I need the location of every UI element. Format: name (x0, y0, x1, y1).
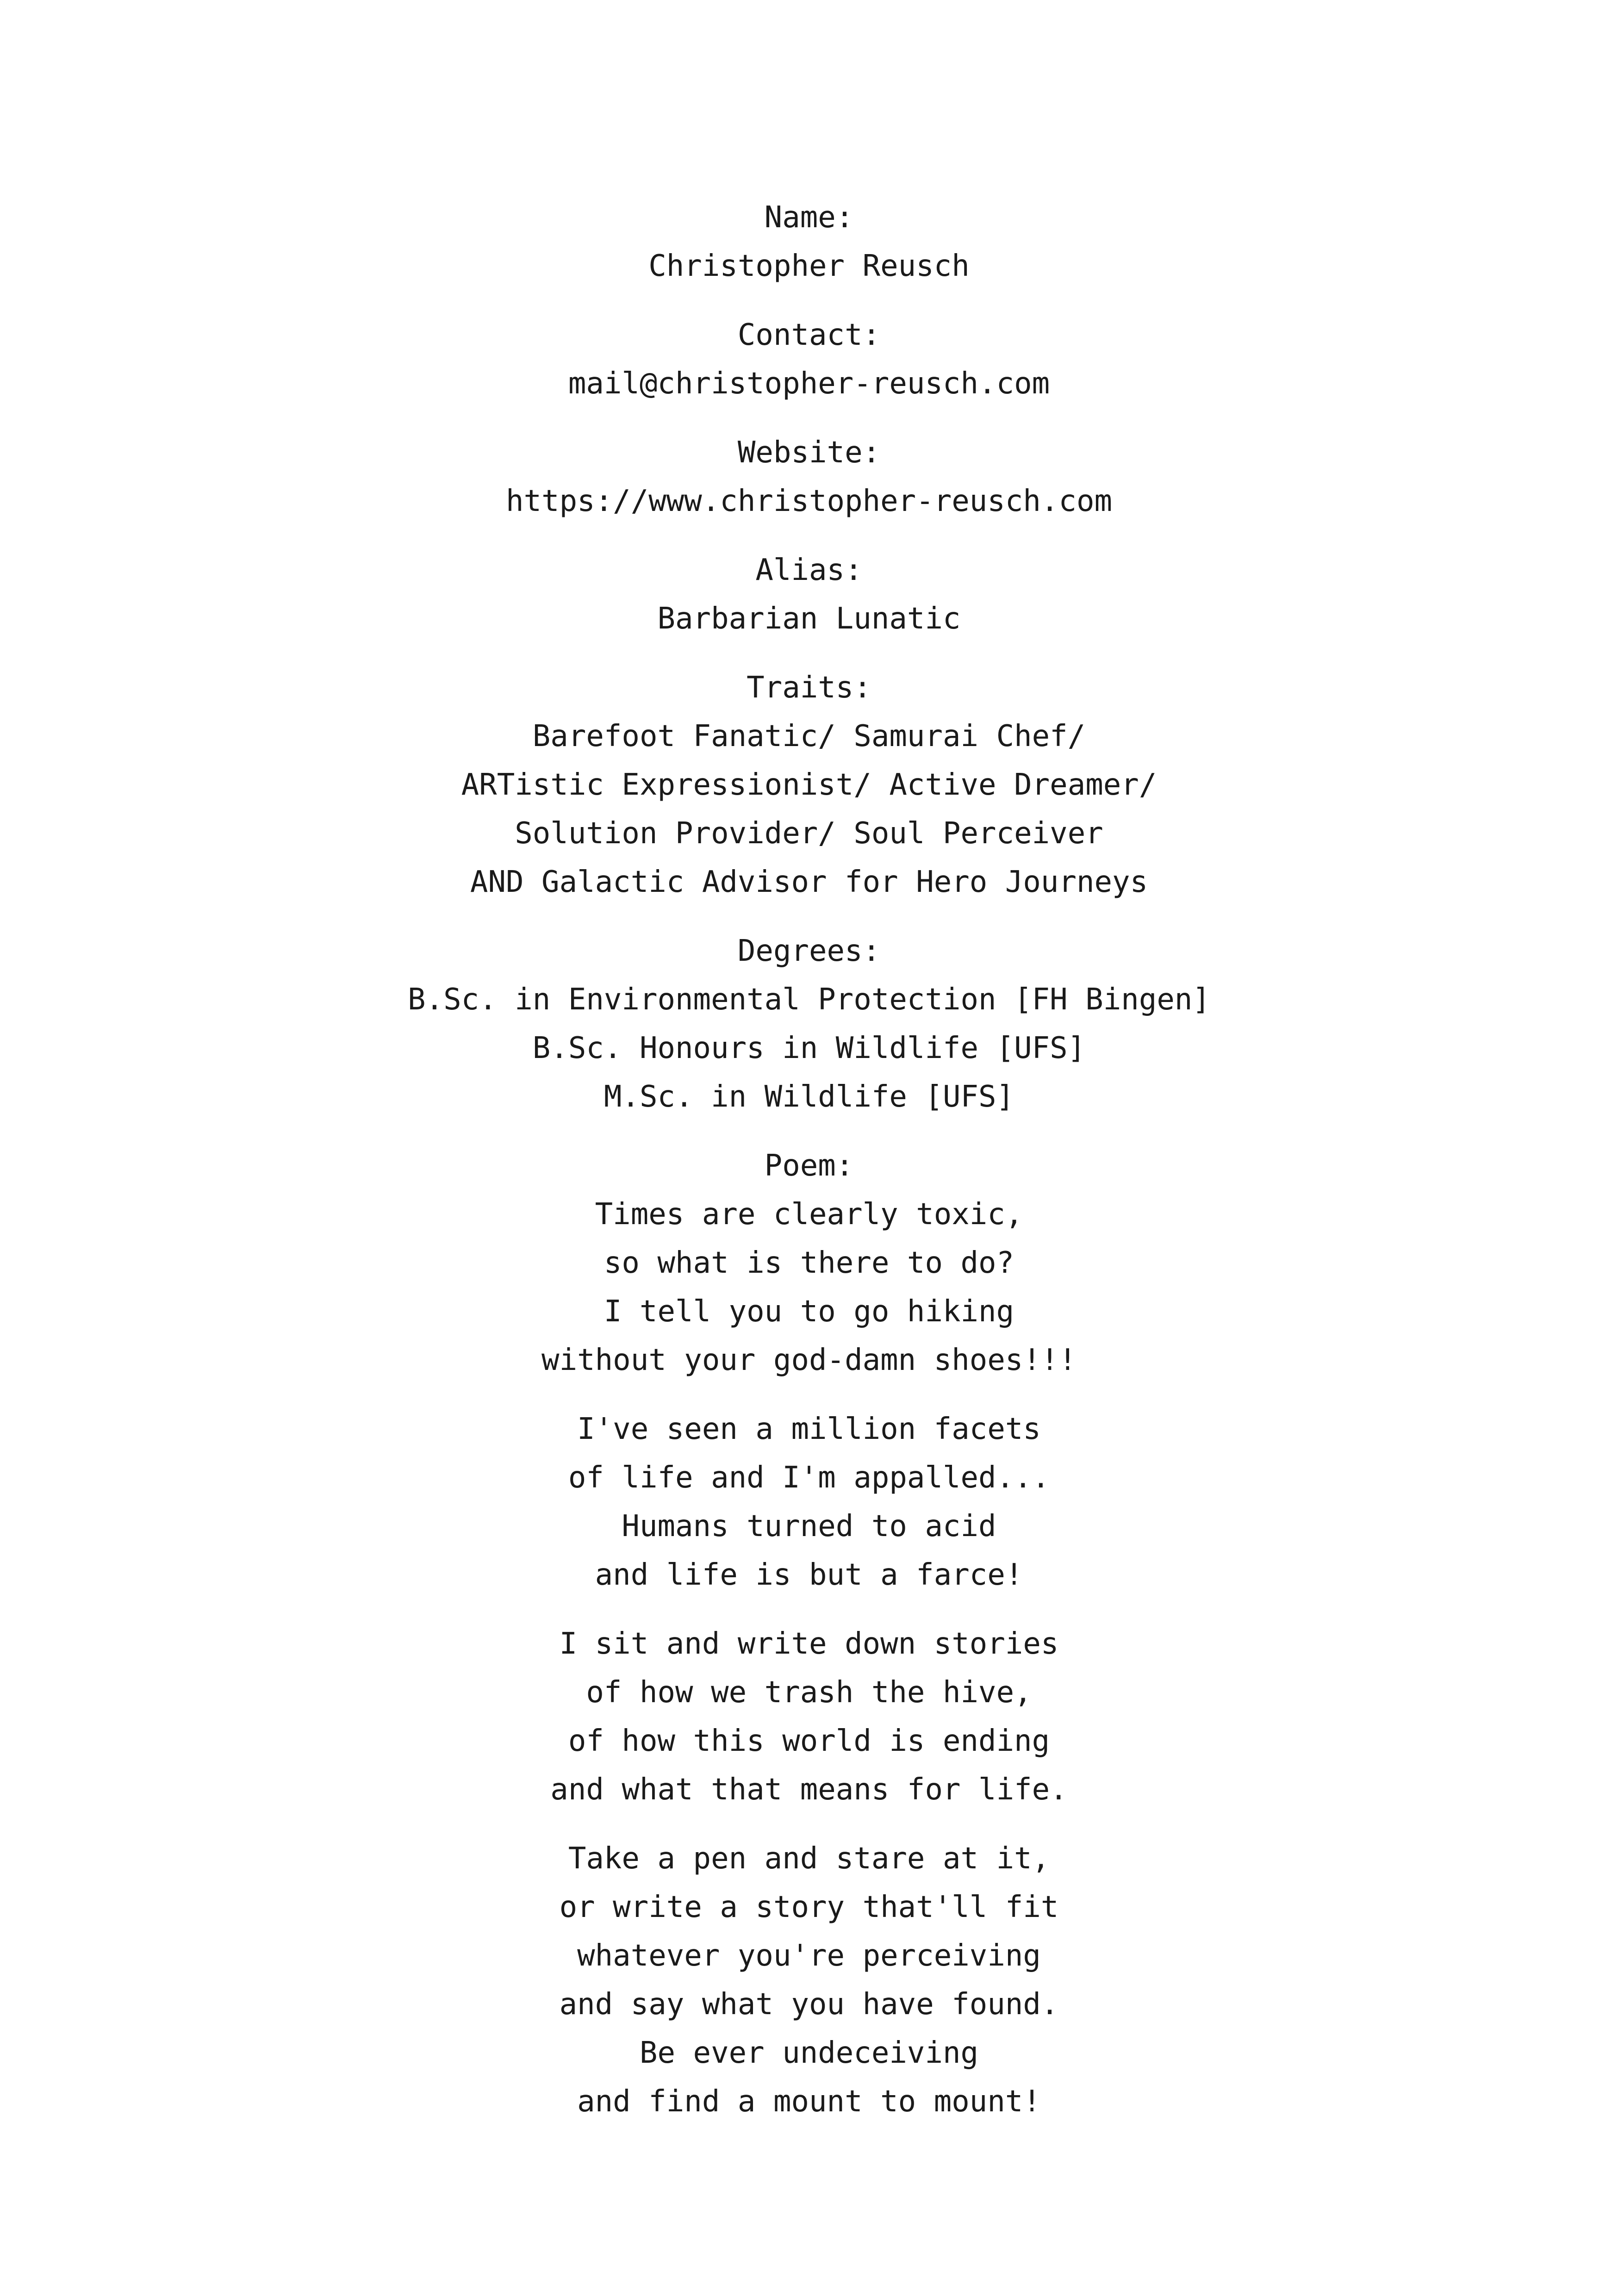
poem-stanza (0, 1835, 1618, 2126)
contact-section (0, 311, 1618, 408)
poem-line: and what that means for life. (550, 1773, 1068, 1807)
poem-line: Be ever undeceiving (639, 2036, 979, 2070)
poem-line: and find a mount to mount! (577, 2084, 1041, 2119)
poem-stanza (0, 1620, 1618, 1814)
website-section (0, 429, 1618, 526)
alias-section (0, 546, 1618, 643)
poem-line: of how this world is ending (568, 1724, 1050, 1758)
poem-line: I tell you to go hiking (604, 1294, 1014, 1329)
poem-line: of how we trash the hive, (586, 1675, 1032, 1710)
name-section (0, 193, 1618, 291)
traits-line: Barefoot Fanatic/ Samurai Chef/ (532, 719, 1086, 753)
poem-section (0, 1142, 1618, 2126)
profile-content (0, 193, 1618, 2126)
degrees-section (0, 927, 1618, 1121)
poem-line: or write a story that'll fit (559, 1890, 1059, 1924)
poem-stanza (0, 1142, 1618, 1385)
poem-line: I've seen a million facets (577, 1412, 1041, 1446)
degree-line: M.Sc. in Wildlife [UFS] (604, 1080, 1014, 1114)
degrees-label: Degrees: (737, 934, 881, 968)
traits-line: ARTistic Expressionist/ Active Dreamer/ (461, 768, 1157, 802)
alias-label: Alias: (755, 553, 863, 587)
poem-line: of life and I'm appalled... (568, 1461, 1050, 1495)
poem-line: Times are clearly toxic, (595, 1197, 1023, 1232)
degree-line: B.Sc. Honours in Wildlife [UFS] (532, 1031, 1086, 1065)
contact-email[interactable]: mail@christopher-reusch.com (568, 367, 1050, 401)
name-label: Name: (764, 200, 854, 235)
poem-line: Take a pen and stare at it, (568, 1842, 1050, 1876)
website-url[interactable]: https://www.christopher-reusch.com (505, 484, 1113, 518)
poem-line: I sit and write down stories (559, 1627, 1059, 1661)
poem-line: whatever you're perceiving (577, 1939, 1041, 1973)
contact-label: Contact: (737, 318, 881, 352)
name-value: Christopher Reusch (648, 249, 970, 283)
website-label: Website: (737, 436, 881, 470)
poem-label: Poem: (764, 1149, 854, 1183)
poem-line: Humans turned to acid (622, 1509, 996, 1543)
poem-line: and life is but a farce! (595, 1558, 1023, 1592)
traits-label: Traits: (747, 671, 871, 705)
traits-section (0, 664, 1618, 907)
alias-value: Barbarian Lunatic (657, 602, 961, 636)
poem-line: without your god-damn shoes!!! (541, 1343, 1077, 1377)
traits-line: AND Galactic Advisor for Hero Journeys (470, 865, 1148, 899)
degree-line: B.Sc. in Environmental Protection [FH Bingen] (408, 983, 1210, 1017)
traits-line: Solution Provider/ Soul Perceiver (515, 816, 1103, 851)
poem-line: and say what you have found. (559, 1987, 1059, 2022)
poem-line: so what is there to do? (604, 1246, 1014, 1280)
poem-stanza (0, 1405, 1618, 1599)
